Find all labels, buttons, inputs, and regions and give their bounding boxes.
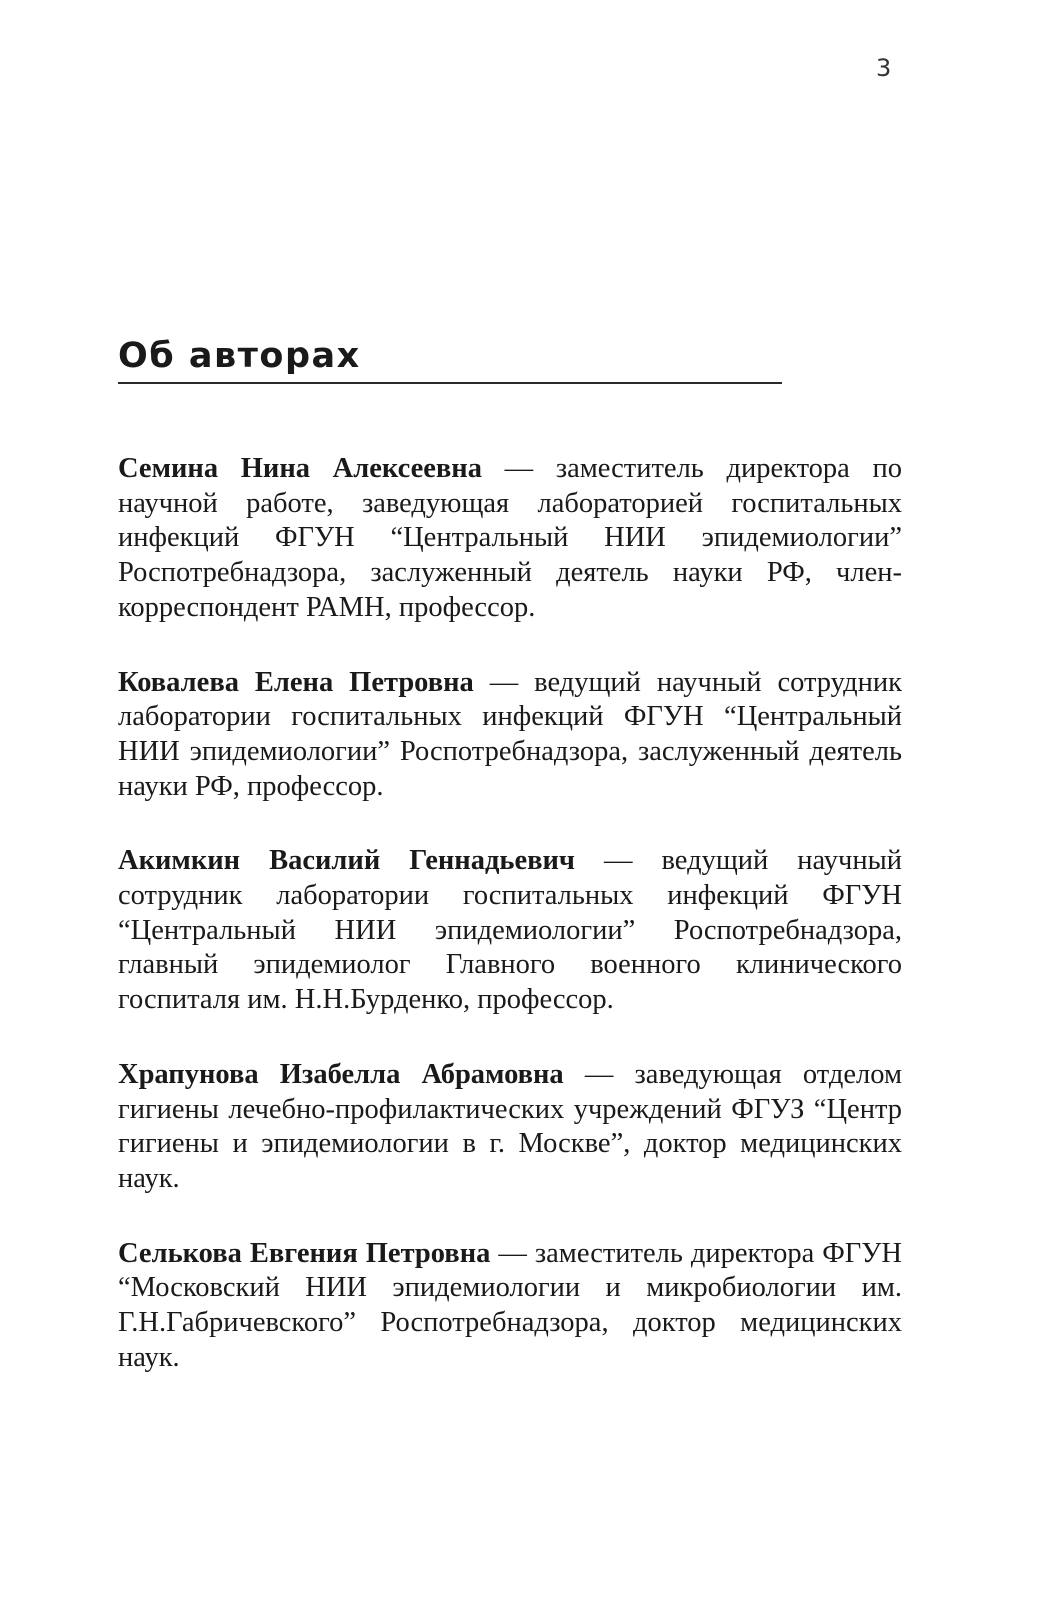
author-entry [118, 452, 902, 626]
author-entry [118, 1237, 902, 1376]
author-description: — заведующая отделом гигиены лечебно-профилактических учреждений ФГУЗ “Центр гигиены и эпидемиологии в г. Москве”, доктор медицинских наук. [118, 1058, 902, 1194]
author-description: — заместитель директора по научной работе, заведующая лабораторией госпитальных инфекций ФГУН “Центральный НИИ эпидемиологии” Роспотребнадзора, заслуженный деятель науки РФ, член-корреспондент РАМН, профессор. [118, 453, 902, 623]
author-description: — заместитель директора ФГУН “Московский НИИ эпидемиологии и микробиологии им. Г.Н.Габричевского” Роспотребнадзора, доктор медицинских наук. [118, 1237, 902, 1373]
author-description: — ведущий научный сотрудник лаборатории госпитальных инфекций ФГУН “Центральный НИИ эпидемиологии” Роспотребнадзора, главный эпидемиолог Главного военного клинического госпиталя им. Н.Н.Бурденко, профессор. [118, 845, 902, 1016]
authors-list [118, 452, 902, 1415]
author-name: Акимкин Василий Геннадьевич [118, 845, 575, 877]
section-title: Об авторах [118, 336, 361, 376]
author-entry [118, 844, 902, 1018]
author-name: Ковалева Елена Петровна [118, 666, 474, 698]
author-entry [118, 666, 902, 805]
author-entry [118, 1058, 902, 1197]
author-description: — ведущий научный сотрудник лаборатории госпитальных инфекций ФГУН “Центральный НИИ эпидемиологии” Роспотребнадзора, заслуженный деятель науки РФ, профессор. [118, 666, 902, 802]
author-name: Семина Нина Алексеевна [118, 453, 482, 484]
author-name: Селькова Евгения Петровна [118, 1237, 491, 1269]
page-number: 3 [876, 54, 892, 82]
author-name: Храпунова Изабелла Абрамовна [118, 1058, 564, 1090]
section-heading [118, 336, 782, 384]
